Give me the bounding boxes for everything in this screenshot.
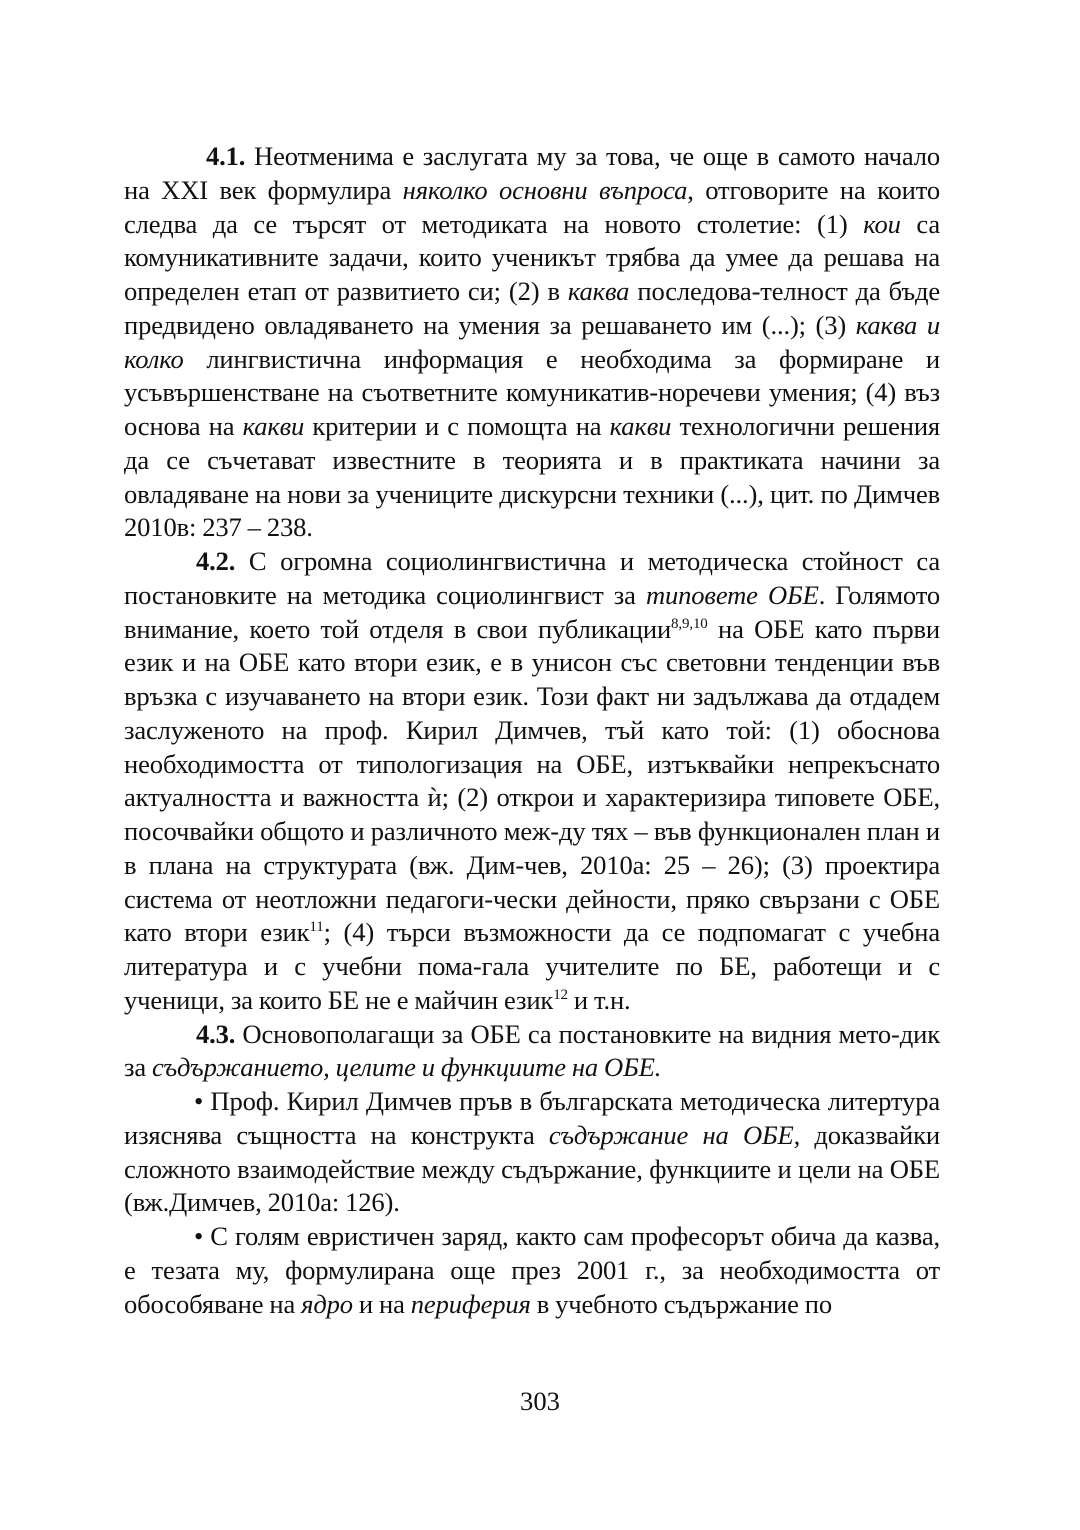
- text-run: Основополагащи за ОБЕ са постановките на видния мето-дик за: [124, 1018, 940, 1083]
- bullet-paragraph-2: [124, 1220, 940, 1321]
- paragraph-4-2: [124, 545, 940, 1018]
- paragraph-4-1: [124, 140, 940, 545]
- text-run: С огромна социолингвистична и методическа стойност са постановките на методика социолингвист за: [124, 546, 940, 610]
- text-run: С голям евристичен заряд, както сам професорът обича да казва, е тезата му, формулирана още през 2001 г., за необходимостта от обособяване на: [124, 1221, 940, 1319]
- text-run: лингвистична информация е необходима за формиране и усъвършенстване на съответните комуникатив-норечеви умения; (4) въз основа на: [124, 343, 940, 441]
- section-number: 4.2.: [196, 546, 236, 576]
- bullet-icon: •: [194, 1086, 204, 1116]
- text-run: последова-телност да бъде предвидено овладяването на умения за решаването им (...); (3): [124, 276, 940, 340]
- text-run: критерии и с помощта на: [304, 411, 610, 441]
- text-run: и на: [352, 1288, 411, 1319]
- text-run: ; (4) търси възможности да се подпомагат с учебна литература и с учебни пома-гала учителите по БЕ, работещи и с ученици, за които БЕ не е майчин език: [124, 917, 940, 1015]
- bullet-icon: •: [194, 1221, 204, 1251]
- text-run: технологични решения да се съчетават известните в теорията и в практиката начини за овладяване на нови за учениците дискурсни техники (...), цит. по Димчев 2010в: 237 – 238.: [124, 411, 941, 543]
- section-number: 4.3.: [196, 1018, 236, 1049]
- footnote-ref: 8,9,10: [671, 615, 708, 632]
- italic-run: ядро: [301, 1288, 353, 1319]
- italic-run: какви: [242, 411, 305, 441]
- text-run: , отговорите на които следва да се търсят от методиката на новото столетие: (1): [124, 174, 940, 239]
- italic-run: съдържание на ОБЕ,: [548, 1119, 801, 1150]
- body-text: [124, 140, 940, 1321]
- italic-run: какви: [609, 411, 672, 441]
- footnote-ref: 11: [309, 919, 324, 936]
- section-number: 4.1.: [206, 141, 246, 171]
- italic-run: съдържанието, целите и функциите на ОБЕ.: [152, 1052, 662, 1083]
- text-run: са комуникативните задачи, които ученикът трябва да умее да решава на определен етап от развитието си; (2) в: [124, 208, 940, 306]
- text-run: доказвайки сложното взаимодействие между съдържание, функциите и цели на ОБЕ (вж.Димчев, 2010а: 126).: [124, 1119, 940, 1218]
- text-run: в учебното съдържание по: [530, 1288, 833, 1319]
- text-run: . Голямото внимание, което той отделя в свои публикации: [124, 579, 940, 644]
- page-number: 303: [520, 1386, 560, 1416]
- italic-run: периферия: [410, 1288, 531, 1319]
- bullet-paragraph-1: [124, 1085, 940, 1220]
- italic-run: каква и колко: [124, 309, 940, 374]
- text-run: на ОБЕ като първи език и на ОБЕ като втори език, е в унисон със световни тенденции във връзка с изучаването на втори език. Този факт ни задължава да отдадем заслуженото на проф. Кирил Димчев, тъй като той: (1) обоснова необходимостта от типологизация на ОБЕ, изтъквайки непрекъснато актуалността и важността ѝ; (2) открои и характеризира типовете ОБЕ, посочвайки общото и различното меж-ду тях – във функционален план и в плана на структурата (вж. Дим-чев, 2010а: 25 – 26); (3) проектира система от неотложни педагоги-чески дейности, пряко свързани с ОБЕ като втори език: [124, 613, 940, 948]
- italic-run: типовете ОБЕ: [645, 579, 819, 610]
- italic-run: кои: [863, 208, 901, 239]
- italic-run: каква: [567, 276, 630, 306]
- paragraph-4-3: [124, 1018, 940, 1086]
- text-run: Неотменима е заслугата му за това, че още в самото начало на XXI век формулира: [124, 141, 940, 205]
- footnote-ref: 12: [553, 986, 568, 1003]
- text-run: Проф. Кирил Димчев пръв в българската методическа литертура изяснява същността на конструкта: [124, 1086, 940, 1150]
- text-run: и т.н.: [567, 984, 631, 1015]
- italic-run: няколко основни въпроса: [402, 174, 688, 205]
